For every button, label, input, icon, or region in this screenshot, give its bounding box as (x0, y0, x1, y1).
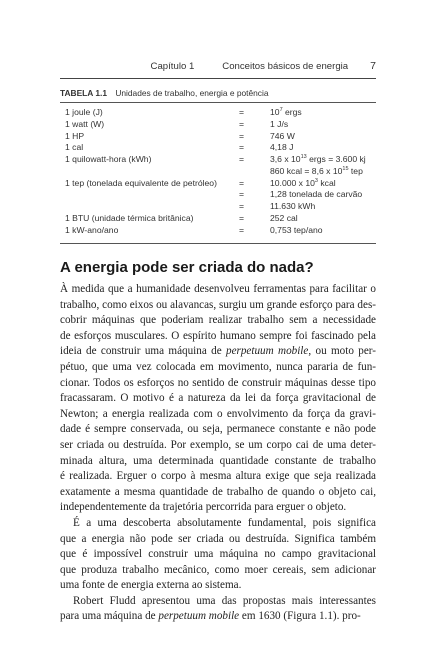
table-row (60, 154, 376, 166)
text-run: Robert Fludd apresentou uma das propostas mais interessantes (73, 594, 376, 607)
text-run: de esforços musculares. O espírito humano sempre foi fascinado pela (60, 329, 376, 342)
value-text: 10 (270, 107, 280, 117)
value-cell (270, 107, 302, 119)
value-text: 10.000 x 10 (270, 177, 315, 188)
text-line (60, 391, 376, 407)
value-suffix: ergs (282, 107, 302, 117)
table-row (60, 178, 376, 190)
text-line (60, 563, 376, 579)
text-run: independentemente da trajetória percorrida para erguer o objeto. (60, 501, 347, 514)
exponent: 13 (300, 154, 307, 160)
equals-cell: = (239, 130, 245, 141)
text-line (60, 516, 376, 532)
text-run: que a energia não pode ser criada ou destruída. Significa também (60, 532, 376, 545)
text-run: ser criada ou destruída. Por exemplo, se um corpo cai de uma deter- (60, 438, 376, 451)
text-run: cobrir máquinas que poderiam realizar trabalho sem a necessidade (60, 314, 376, 327)
value-cell (270, 142, 293, 154)
unit-cell: 1 tep (tonelada equivalente de petróleo) (65, 177, 217, 188)
text-run: ideia de construir uma máquina de (60, 345, 227, 358)
value-cell (270, 189, 362, 201)
value-cell (270, 213, 298, 225)
table-bottom-rule (60, 243, 376, 244)
text-run: dade é sempre conservada, ou seja, permanece constante e não pode (60, 423, 376, 436)
text-run: é realizada. Erguer o corpo à mesma altura exige que seja realizada (60, 470, 376, 483)
units-table (60, 107, 376, 236)
text-line (60, 313, 376, 329)
unit-cell: 1 cal (65, 142, 84, 153)
value-suffix: ergs = 3.600 kj (306, 154, 366, 164)
italic-term: perpetuum mobile (226, 345, 309, 358)
text-line (60, 438, 376, 454)
text-run: em 1630 (Figura 1.1). pro- (239, 610, 361, 623)
text-run: É a uma descoberta absolutamente fundamental, pois significa (73, 516, 376, 529)
text-run: cionar. Todos os esforços no sentido de construir máquinas desse tipo (60, 376, 376, 389)
text-line (60, 422, 376, 438)
paragraph (60, 516, 376, 594)
table-row (60, 213, 376, 225)
exponent: 7 (279, 107, 283, 113)
text-run: À medida que a humanidade desenvolveu ferramentas para facilitar o (60, 283, 376, 295)
value-text: 4,18 J (270, 142, 294, 153)
value-text: 3,6 x 10 (270, 154, 301, 164)
value-suffix: kcal (317, 177, 336, 188)
unit-cell: 1 watt (W) (65, 118, 105, 129)
chapter-label: Capítulo 1 (150, 61, 195, 72)
text-run: que produza trabalho mecânico, como moer cereais, sem adicionar (60, 563, 376, 576)
equals-cell: = (239, 189, 245, 200)
section-heading: A energia pode ser criada do nada? (60, 259, 314, 276)
table-row (60, 225, 376, 237)
value-text: 746 W (270, 130, 295, 141)
paragraph (60, 282, 376, 516)
text-run: que é impossível construir uma máquina no campo gravitacional (60, 548, 376, 561)
table-row (60, 189, 376, 201)
equals-cell: = (239, 107, 245, 117)
text-run: trabalho, como eixos ou alavancas, surgiu um grande esforço para des- (60, 298, 376, 311)
text-line (60, 547, 376, 563)
value-cell (270, 131, 295, 143)
text-run: minada altura, uma determinada quantidade constante de trabalho (60, 454, 376, 467)
header-rule (60, 78, 376, 79)
value-suffix: tep (348, 165, 363, 176)
text-run: , ou moto per- (308, 345, 376, 358)
text-line (60, 609, 376, 625)
unit-cell: 1 HP (65, 130, 85, 141)
text-line (60, 454, 376, 470)
text-run: Newton; a energia realizada com o envolvimento da força da gravi- (60, 407, 376, 420)
table-row (60, 131, 376, 143)
text-line (60, 469, 376, 485)
value-text: 860 kcal = 8,6 x 10 (270, 165, 343, 176)
page-number: 7 (370, 60, 376, 72)
text-line (60, 360, 376, 376)
text-line (60, 594, 376, 610)
text-line (60, 532, 376, 548)
text-line (60, 282, 376, 298)
text-run: uma fonte de energia externa ao sistema. (60, 579, 242, 592)
table-row (60, 166, 376, 178)
body-text (60, 282, 376, 625)
text-run: para uma máquina de (60, 610, 159, 623)
equals-cell: = (239, 118, 245, 129)
equals-cell: = (239, 142, 245, 153)
value-text: 1,28 tonelada de carvão (270, 189, 363, 200)
equals-cell: = (239, 224, 245, 235)
table-row (60, 201, 376, 213)
value-text: 11.630 kWh (270, 201, 316, 211)
running-header (60, 60, 376, 72)
value-text: 252 cal (270, 212, 298, 223)
unit-cell: 1 BTU (unidade térmica britânica) (65, 212, 194, 223)
text-line (60, 407, 376, 423)
equals-cell: = (239, 212, 245, 223)
text-line (60, 298, 376, 314)
equals-cell: = (239, 177, 245, 188)
value-cell (270, 201, 315, 213)
table-row (60, 119, 376, 131)
text-run: exatamente a mesma quantidade de trabalho de quando o objeto cai, (60, 485, 376, 498)
equals-cell: = (239, 201, 245, 211)
equals-cell: = (239, 154, 245, 164)
exponent: 3 (314, 177, 318, 184)
text-line (60, 344, 376, 360)
text-line (60, 578, 376, 594)
table-caption (60, 88, 269, 98)
value-cell (270, 225, 323, 237)
unit-cell: 1 kW-ano/ano (65, 224, 119, 235)
value-cell (270, 166, 363, 178)
text-line (60, 485, 376, 501)
unit-cell: 1 joule (J) (65, 107, 103, 117)
table-row (60, 107, 376, 119)
table-row (60, 142, 376, 154)
table-label: TABELA 1.1 (60, 88, 107, 98)
table-caption-text: Unidades de trabalho, energia e potência (115, 88, 269, 98)
text-line (60, 329, 376, 345)
exponent: 15 (342, 165, 349, 172)
text-run: fracassaram. O motivo é a natureza da lei da força gravitacional de (60, 392, 376, 405)
text-run: pétuo, que uma vez colocada em movimento, nunca pararia de fun- (60, 360, 376, 373)
table-top-rule (60, 102, 376, 103)
paragraph (60, 594, 376, 625)
value-cell (270, 154, 366, 166)
value-text: 1 J/s (270, 118, 289, 129)
unit-cell: 1 quilowatt-hora (kWh) (65, 154, 152, 164)
value-cell (270, 178, 336, 190)
text-line (60, 500, 376, 516)
section-label: Conceitos básicos de energia (222, 61, 349, 72)
italic-term: perpetuum mobile (158, 610, 240, 623)
text-line (60, 376, 376, 392)
value-text: 0,753 tep/ano (270, 224, 323, 235)
value-cell (270, 119, 288, 131)
